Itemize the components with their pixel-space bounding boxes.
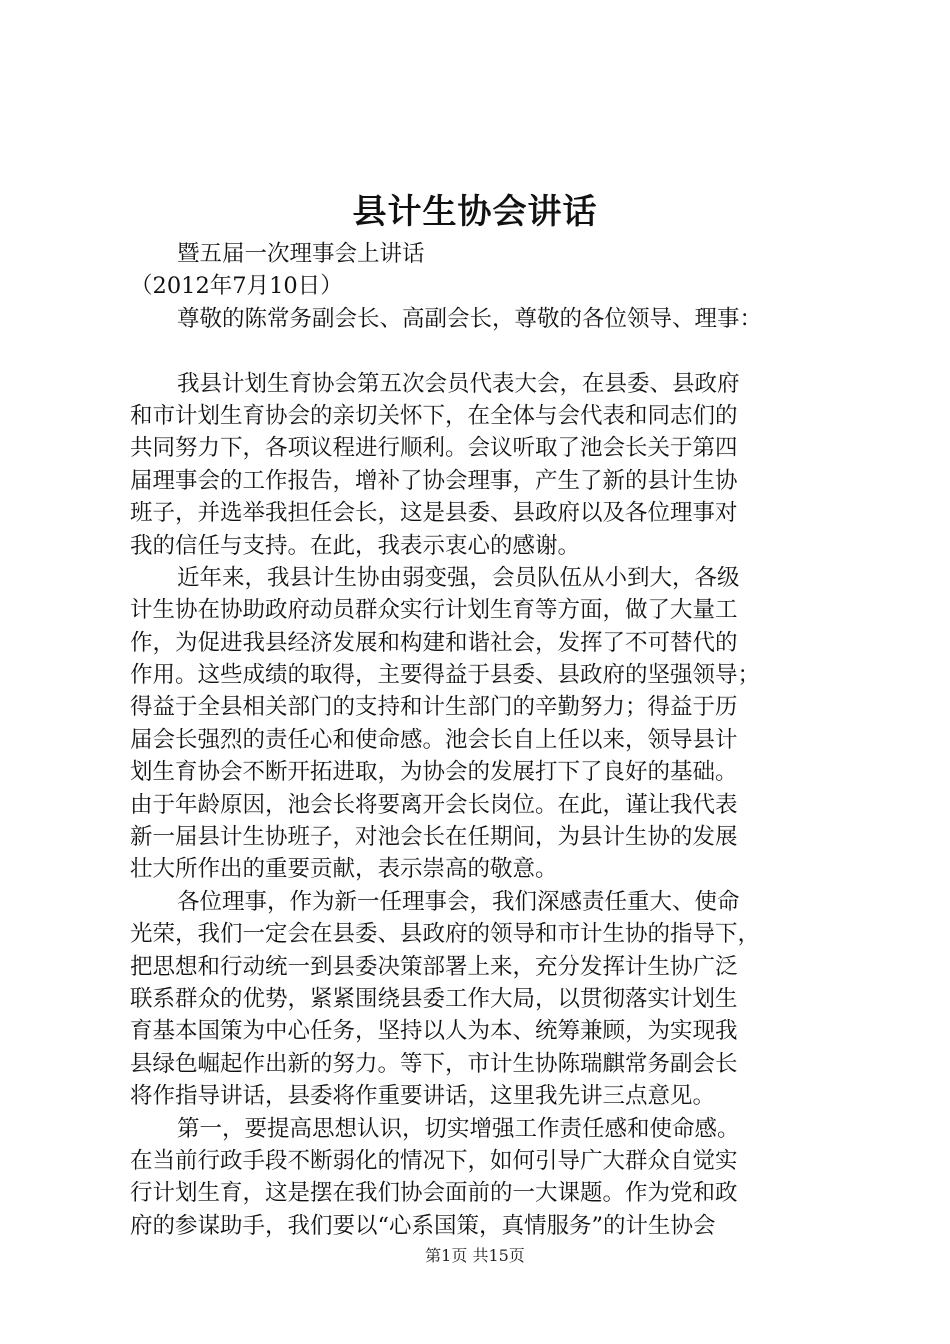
paragraph-line: 由于年龄原因，池会长将要离开会长岗位。在此，谨让我代表 [130,791,738,818]
paragraph [130,886,842,1113]
paragraph [130,562,842,886]
paragraph [130,1113,842,1243]
paragraph-line: 届理事会的工作报告，增补了协会理事，产生了新的县计生协 [130,467,738,494]
paragraph-line: 近年来，我县计生协由弱变强，会员队伍从小到大，各级 [177,564,740,591]
paragraph-line: 府的参谋助手，我们要以“心系国策，真情服务”的计生协会 [130,1212,716,1239]
paragraph-line: 作，为促进我县经济发展和构建和谐社会，发挥了不可替代的 [130,629,738,656]
paragraph-line: 联系群众的优势，紧紧围绕县委工作大局，以贯彻落实计划生 [130,985,738,1012]
paragraph-list [130,368,842,1243]
paragraph-line: 我县计划生育协会第五次会员代表大会，在县委、县政府 [177,370,740,397]
document-body [130,238,842,1242]
paragraph-line: 得益于全县相关部门的支持和计生部门的辛勤努力；得益于历 [130,694,738,721]
page-footer: 第1页 共15页 [425,1246,525,1265]
paragraph-line: 壮大所作出的重要贡献，表示崇高的敬意。 [130,856,558,883]
paragraph-line: 行计划生育，这是摆在我们协会面前的一大课题。作为党和政 [130,1180,738,1207]
paragraph-line: 在当前行政手段不断弱化的情况下，如何引导广大群众自觉实 [130,1147,738,1174]
paragraph-line: 和市计划生育协会的亲切关怀下，在全体与会代表和同志们的 [130,402,738,429]
paragraph-line: 划生育协会不断开拓进取，为协会的发展打下了良好的基础。 [130,759,738,786]
paragraph-line: 我的信任与支持。在此，我表示衷心的感谢。 [130,532,581,559]
paragraph-line: 计生协在协助政府动员群众实行计划生育等方面，做了大量工 [130,597,738,624]
document-date: （2012年7月10日） [130,273,343,300]
paragraph-line: 各位理事，作为新一任理事会，我们深感责任重大、使命 [177,888,740,915]
paragraph-line: 第一，要提高思想认识，切实增强工作责任感和使命感。 [177,1115,740,1142]
paragraph [130,368,842,562]
paragraph-line: 共同努力下，各项议程进行顺利。会议听取了池会长关于第四 [130,435,738,462]
paragraph-line: 光荣，我们一定会在县委、县政府的领导和市计生协的指导下， [130,921,761,948]
blank-line [130,335,842,367]
salutation: 尊敬的陈常务副会长、高副会长，尊敬的各位领导、理事： [177,305,763,332]
paragraph-line: 把思想和行动统一到县委决策部署上来，充分发挥计生协广泛 [130,953,738,980]
document-subtitle: 暨五届一次理事会上讲话 [177,241,425,267]
paragraph-line: 班子，并选举我担任会长，这是县委、县政府以及各位理事对 [130,500,738,527]
paragraph-line: 县绿色崛起作出新的努力。等下，市计生协陈瑞麒常务副会长 [130,1050,738,1077]
paragraph-line: 作用。这些成绩的取得，主要得益于县委、县政府的坚强领导； [130,662,761,689]
paragraph-line: 育基本国策为中心任务，坚持以人为本、统筹兼顾，为实现我 [130,1018,738,1045]
paragraph-line: 届会长强烈的责任心和使命感。池会长自上任以来，领导县计 [130,726,738,753]
paragraph-line: 将作指导讲话，县委将作重要讲话，这里我先讲三点意见。 [130,1083,716,1110]
paragraph-line: 新一届县计生协班子，对池会长在任期间，为县计生协的发展 [130,824,738,851]
document-title: 县计生协会讲话 [352,192,598,232]
